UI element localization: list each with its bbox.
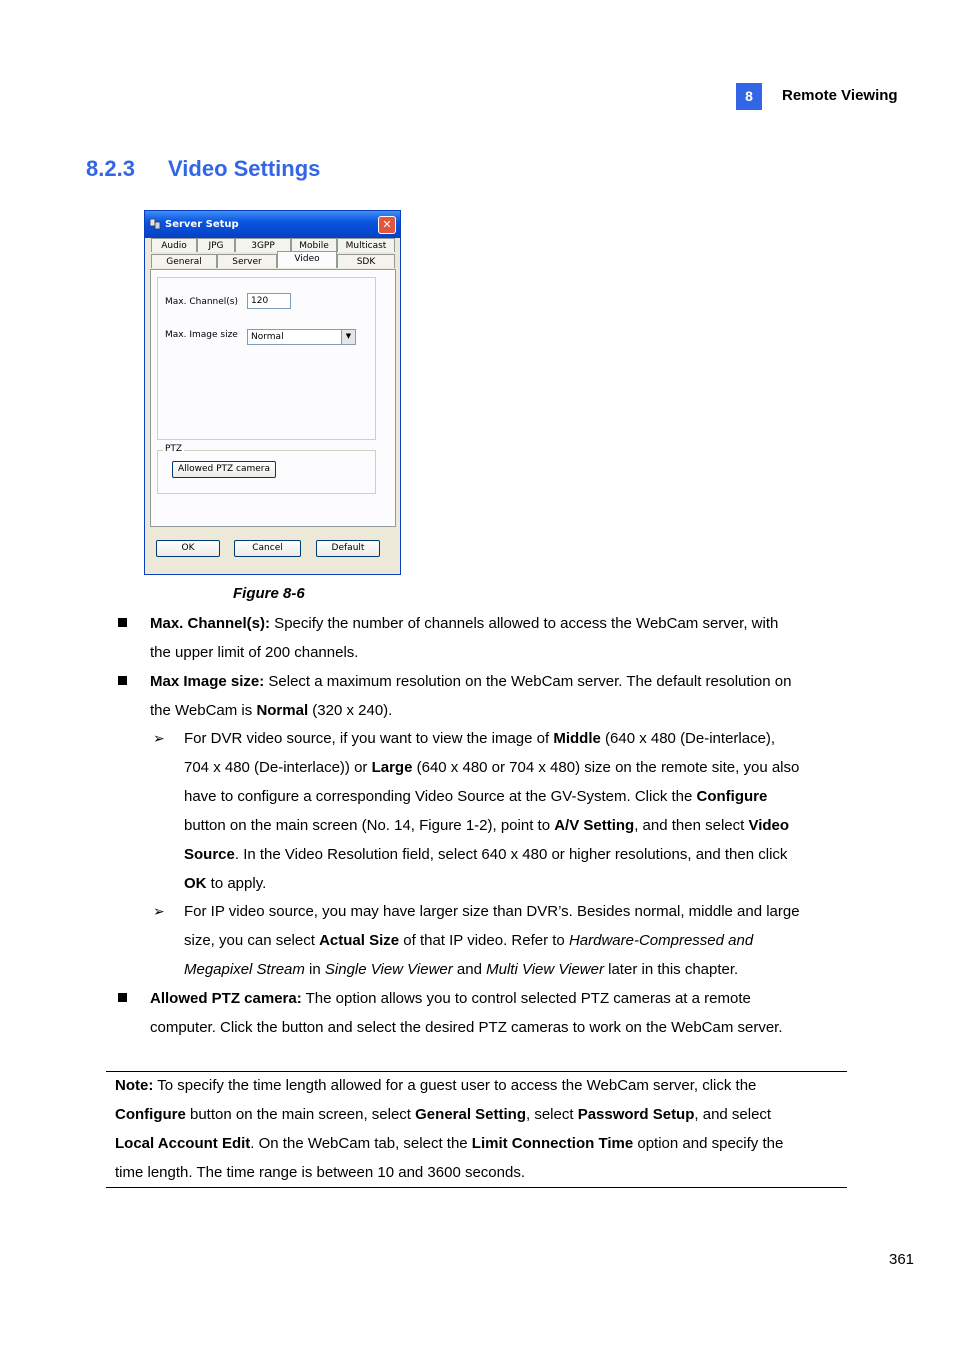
note-bottom-rule: [106, 1187, 847, 1188]
tab-video[interactable]: Video: [277, 251, 337, 268]
note-line3: Local Account Edit. On the WebCam tab, select the Limit Connection Time option and specify the: [115, 1135, 784, 1152]
tab-sdk[interactable]: SDK: [337, 254, 395, 268]
video-tab-panel: [150, 269, 396, 527]
max-image-size-value: Normal: [251, 332, 284, 342]
tab-jpg[interactable]: JPG: [197, 238, 235, 252]
note-line4: time length. The time range is between 10 and 3600 seconds.: [115, 1164, 525, 1181]
tab-general[interactable]: General: [151, 254, 217, 268]
note-line2: Configure button on the main screen, select General Setting, select Password Setup, and select: [115, 1106, 772, 1123]
arrow-bullet-icon: ➢: [153, 730, 165, 746]
allowed-ptz-camera-button[interactable]: Allowed PTZ camera: [172, 461, 276, 478]
tab-multicast[interactable]: Multicast: [337, 238, 395, 252]
max-image-size-label: Max. Image size: [165, 330, 238, 340]
section-heading: [86, 156, 320, 182]
tab-3gpp[interactable]: 3GPP: [235, 238, 291, 252]
bullet-max-channels-line2: the upper limit of 200 channels.: [150, 644, 359, 661]
page-number: 361: [889, 1251, 915, 1268]
note-line1: Note: To specify the time length allowed for a guest user to access the WebCam server, click the: [115, 1077, 757, 1094]
max-channels-label: Max. Channel(s): [165, 297, 238, 307]
bullet-max-channels-line1: Max. Channel(s): Specify the number of channels allowed to access the WebCam server, with: [150, 615, 779, 632]
tab-mobile[interactable]: Mobile: [291, 238, 337, 252]
sub-ip-line3: Megapixel Stream in Single View Viewer and Multi View Viewer later in this chapter.: [184, 961, 739, 978]
bullet-max-image-line2: the WebCam is Normal (320 x 240).: [150, 702, 393, 719]
sub-ip-line1: For IP video source, you may have larger size than DVR’s. Besides normal, middle and large: [184, 903, 800, 920]
default-button[interactable]: Default: [316, 540, 380, 557]
tab-server[interactable]: Server: [217, 254, 277, 268]
dialog-title: Server Setup: [165, 219, 239, 230]
sub-dvr-line2: 704 x 480 (De-interlace)) or Large (640 x 480 or 704 x 480) size on the remote site, you also: [184, 759, 800, 776]
arrow-bullet-icon: ➢: [153, 903, 165, 919]
sub-dvr-line3: have to configure a corresponding Video Source at the GV-System. Click the Configure: [184, 788, 768, 805]
ok-button[interactable]: OK: [156, 540, 220, 557]
sub-dvr-line6: OK to apply.: [184, 875, 267, 892]
server-setup-dialog: [144, 210, 401, 575]
figure-caption: Figure 8-6: [233, 585, 305, 602]
chapter-badge: 8: [736, 83, 762, 110]
sub-dvr-line4: button on the main screen (No. 14, Figure 1-2), point to A/V Setting, and then select Video: [184, 817, 790, 834]
bullet-ptz-line1: Allowed PTZ camera: The option allows you to control selected PTZ cameras at a remote: [150, 990, 751, 1007]
bullet-max-image-line1: Max Image size: Select a maximum resolution on the WebCam server. The default resolution on: [150, 673, 792, 690]
sub-dvr-line5: Source. In the Video Resolution field, select 640 x 480 or higher resolutions, and then click: [184, 846, 788, 863]
chevron-down-icon[interactable]: ▼: [341, 330, 355, 344]
max-image-size-select[interactable]: [247, 329, 356, 345]
close-icon[interactable]: ✕: [378, 216, 396, 234]
square-bullet-icon: [118, 993, 127, 1002]
section-title: Video Settings: [168, 156, 321, 181]
sub-ip-line2: size, you can select Actual Size of that IP video. Refer to Hardware-Compressed and: [184, 932, 754, 949]
square-bullet-icon: [118, 676, 127, 685]
square-bullet-icon: [118, 618, 127, 627]
max-channels-input[interactable]: 120: [247, 293, 291, 309]
sub-dvr-line1: For DVR video source, if you want to view the image of Middle (640 x 480 (De-interlace),: [184, 730, 776, 747]
tab-audio[interactable]: Audio: [151, 238, 197, 252]
bullet-ptz-line2: computer. Click the button and select the desired PTZ cameras to work on the WebCam server.: [150, 1019, 783, 1036]
dialog-title-bar[interactable]: [145, 211, 400, 238]
ptz-group-label: PTZ: [165, 444, 183, 454]
chapter-title: Remote Viewing: [782, 87, 898, 104]
section-number: 8.2.3: [86, 156, 135, 181]
server-setup-icon: [149, 218, 161, 230]
cancel-button[interactable]: Cancel: [234, 540, 301, 557]
